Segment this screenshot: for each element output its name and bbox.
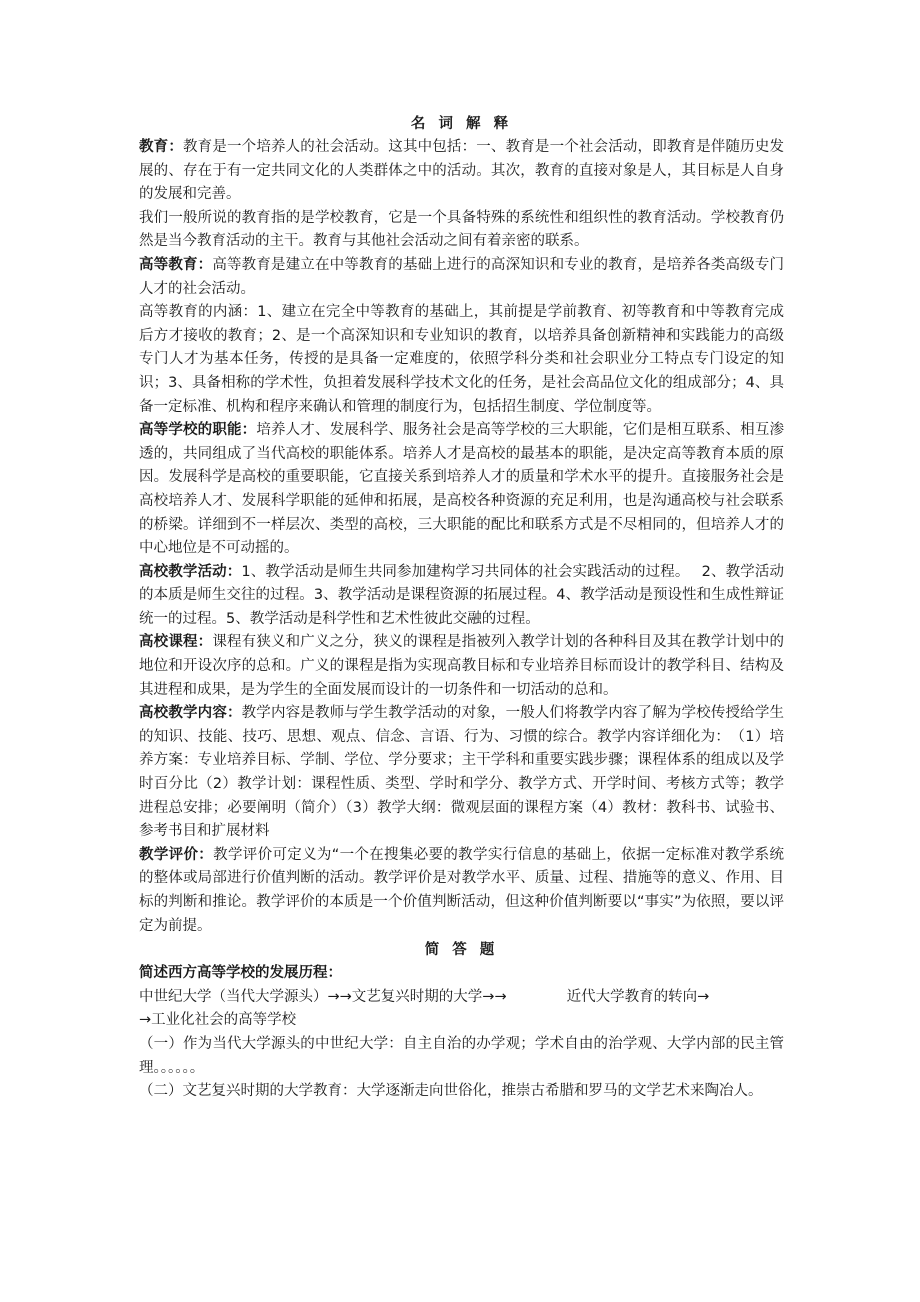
section-title-terms: 名 词 解 释	[410, 116, 513, 132]
text-teaching-evaluation: 教学评价可定义为“一个在搜集必要的教学实行信息的基础上，依据一定标准对教学系统的整体或局部进行价值判断的活动。教学评价是对教学水平、质量、过程、措施等的意义、作用、目标的判断和推论。教学评价的本质是一个价值判断活动，但这种价值判断要以“事实”为依照，要以评定为前提。	[139, 846, 785, 934]
paragraph-education	[139, 136, 784, 207]
term-teaching-evaluation: 教学评价：	[139, 846, 214, 863]
paragraph-teaching-evaluation	[139, 844, 784, 938]
term-higher-education: 高等教育：	[139, 256, 213, 273]
history-flow-line	[139, 986, 784, 1010]
paragraph-teaching-content	[139, 702, 784, 844]
term-teaching-activity: 高校教学活动：	[139, 563, 242, 580]
term-university-functions: 高等学校的职能：	[139, 422, 257, 439]
paragraph-higher-education	[139, 254, 784, 301]
text-teaching-content: 教学内容是教师与学生教学活动的对象，一般人们将教学内容了解为学校传授给学生的知识、技能、技巧、思想、观点、信念、言语、行为、习惯的综合。教学内容详细化为： （1）培养方案：专业培养目标、学制、学位、学分要求；主干学科和重要实践步骤；课程体系的组成以及学时百分比（2）教学计划：课程性质、类型、学时和学分、教学方式、开学时间、考核方式等；教学进程总安排；必要阐明（简介）（3）教学大纲：微观层面的课程方案（4）教材：教科书、试验书、参考书目和扩展材料	[139, 705, 784, 840]
text-teaching-activity: 1、教学活动是师生共同参加建构学习共同体的社会实践活动的过程。 2、教学活动的本质是师生交往的过程。3、教学活动是课程资源的拓展过程。4、教学活动是预设性和生成性辩证统一的过程。5、教学活动是科学性和艺术性彼此交融的过程。	[139, 563, 784, 627]
paragraph-higher-education-meaning: 高等教育的内涵：1、建立在完全中等教育的基础上，其前提是学前教育、初等教育和中等教育完成后方才接收的教育；2、是一个高深知识和专业知识的教育，以培养具备创新精神和实践能力的高级专门人才为基本任务，传授的是具备一定难度的，依照学科分类和社会职业分工特点专门设定的知识；3、具备相称的学术性，负担着发展科学技术文化的任务，是社会高品位文化的组成部分；4、具备一定标准、机构和程序来确认和管理的制度行为，包括招生制度、学位制度等。	[139, 304, 784, 415]
term-curriculum: 高校课程：	[139, 634, 213, 651]
document-page	[139, 112, 784, 1104]
text-curriculum: 课程有狭义和广义之分，狭义的课程是指被列入教学计划的各种科目及其在教学计划中的地位和开设次序的总和。广义的课程是指为实现高教目标和专业培养目标而设计的教学科目、结构及其进程和成果，是为学生的全面发展而设计的一切条件和一切活动的总和。	[139, 634, 785, 698]
text-university-functions: 培养人才、发展科学、服务社会是高等学校的三大职能，它们是相互联系、相互渗透的，共同组成了当代高校的职能体系。培养人才是高校的最基本的职能，是决定高等教育本质的原因。发展科学是高校的重要职能，它直接关系到培养人才的质量和学术水平的提升。直接服务社会是高校培养人才、发展科学职能的延伸和拓展，是高校各种资源的充足利用，也是沟通高校与社会联系的桥梁。详细到不一样层次、类型的高校，三大职能的配比和联系方式是不尽相同的，但培养人才的中心地位是不可动摇的。	[139, 422, 785, 557]
section-title-short-answer: 简 答 题	[424, 942, 499, 959]
paragraph-university-functions	[139, 419, 784, 561]
question-heading: 简述西方高等学校的发展历程：	[139, 965, 342, 982]
history-flow-part2: 近代大学教育的转向→	[566, 988, 710, 1005]
history-flow-part1: 中世纪大学（当代大学源头）→→文艺复兴时期的大学→→	[139, 988, 507, 1005]
term-education: 教育：	[139, 139, 183, 155]
paragraph-teaching-activity	[139, 561, 784, 632]
answer-item-1: （一）作为当代大学源头的中世纪大学：自主自治的办学观；学术自由的治学观、大学内部的民主管理。。。。。。	[139, 1035, 784, 1076]
paragraph-school-education: 我们一般所说的教育指的是学校教育，它是一个具备特殊的系统性和组织性的教育活动。学校教育仍然是当今教育活动的主干。教育与其他社会活动之间有着亲密的联系。	[139, 209, 784, 250]
term-teaching-content: 高校教学内容：	[139, 705, 242, 722]
paragraph-curriculum	[139, 631, 784, 702]
history-flow-line2: →工业化社会的高等学校	[139, 1012, 297, 1029]
text-education: 教育是一个培养人的社会活动。这其中包括：一、教育是一个社会活动，即教育是伴随历史发展的、存在于有一定共同文化的人类群体之中的活动。其次，教育的直接对象是人，其目标是人自身的发展和完善。	[139, 139, 785, 203]
text-higher-education: 高等教育是建立在中等教育的基础上进行的高深知识和专业的教育，是培养各类高级专门人才的社会活动。	[139, 256, 785, 297]
answer-item-2: （二）文艺复兴时期的大学教育：大学逐渐走向世俗化，推崇古希腊和罗马的文学艺术来陶冶人。	[139, 1083, 763, 1100]
